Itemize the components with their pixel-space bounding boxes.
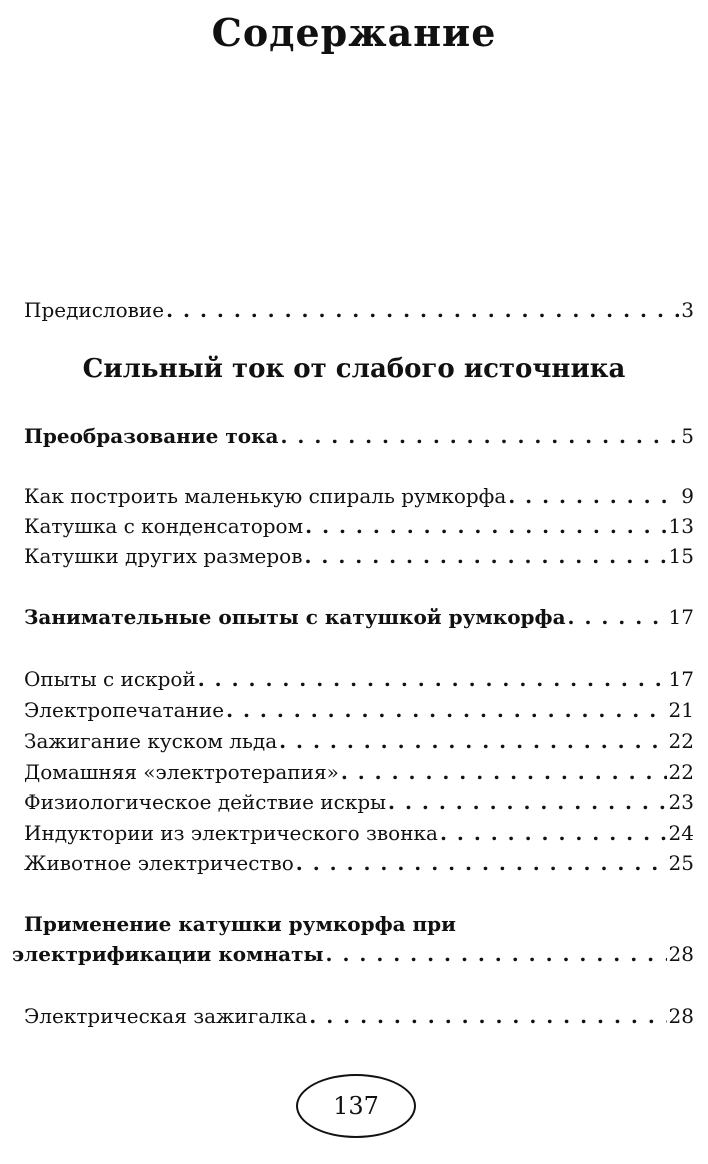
section-heading: Сильный ток от слабого источника — [82, 354, 626, 384]
dot-leader — [341, 760, 667, 784]
toc-entry-page: 28 — [668, 942, 694, 966]
toc-entry-page: 5 — [681, 424, 694, 448]
toc-entry-page: 22 — [668, 729, 694, 753]
toc-entry-label-line1: Применение катушки румкорфа при — [24, 912, 457, 936]
dot-leader — [296, 851, 667, 875]
dot-leader — [326, 942, 667, 966]
toc-entry[interactable] — [24, 760, 694, 788]
toc-entry-page: 3 — [681, 298, 694, 322]
toc-entry-page: 24 — [668, 821, 694, 845]
dot-leader — [309, 1004, 666, 1028]
toc-entry-label: Домашняя «электротерапия» — [24, 760, 339, 784]
dot-leader — [304, 544, 666, 568]
toc-entry-page: 17 — [668, 667, 694, 691]
toc-entry[interactable] — [24, 298, 694, 326]
toc-entry[interactable] — [24, 851, 694, 879]
page-number: 137 — [296, 1074, 416, 1138]
dot-leader — [305, 514, 666, 538]
toc-entry-page: 23 — [668, 790, 694, 814]
toc-entry[interactable] — [24, 1004, 694, 1032]
toc-entry-label: Катушки других размеров — [24, 544, 303, 568]
toc-entry[interactable] — [24, 698, 694, 726]
dot-leader — [388, 790, 667, 814]
toc-entry-page: 25 — [668, 851, 694, 875]
dot-leader — [166, 298, 679, 322]
toc-entry-page: 13 — [668, 514, 694, 538]
toc-entry-page: 21 — [668, 698, 694, 722]
dot-leader — [198, 667, 667, 691]
dot-leader — [279, 729, 666, 753]
toc-entry[interactable] — [24, 605, 694, 633]
toc-entry[interactable] — [24, 821, 694, 849]
toc-entry[interactable] — [24, 484, 694, 512]
toc-entry-label: Катушка с конденсатором — [24, 514, 304, 538]
dot-leader — [568, 605, 667, 629]
toc-entry[interactable] — [24, 729, 694, 757]
dot-leader — [508, 484, 679, 508]
toc-entry-page: 22 — [668, 760, 694, 784]
toc-entry[interactable] — [12, 942, 694, 970]
toc-entry-label: Как построить маленькую спираль румкорфа — [24, 484, 507, 508]
toc-entry-label: Занимательные опыты с катушкой румкорфа — [24, 605, 566, 629]
toc-entry-label: Электропечатание — [24, 698, 225, 722]
toc-entry-page: 15 — [668, 544, 694, 568]
toc-entry-label: Преобразование тока — [24, 424, 279, 448]
page-title: Содержание — [211, 10, 497, 55]
toc-entry[interactable] — [24, 790, 694, 818]
dot-leader — [440, 821, 667, 845]
toc-entry-label: Животное электричество — [24, 851, 294, 875]
toc-entry-page: 9 — [681, 484, 694, 508]
dot-leader — [280, 424, 679, 448]
toc-entry-label: электрификации комнаты — [12, 942, 324, 966]
toc-entry-label: Индуктории из электрического звонка — [24, 821, 438, 845]
toc-entry[interactable] — [24, 667, 694, 695]
toc-entry[interactable] — [24, 514, 694, 542]
toc-entry[interactable] — [24, 544, 694, 572]
toc-entry-page: 17 — [668, 605, 694, 629]
dot-leader — [226, 698, 666, 722]
toc-entry-label: Зажигание куском льда — [24, 729, 278, 753]
toc-entry-label: Опыты с искрой — [24, 667, 196, 691]
toc-entry-page: 28 — [668, 1004, 694, 1028]
toc-entry-label: Электрическая зажигалка — [24, 1004, 308, 1028]
toc-entry-label: Физиологическое действие искры — [24, 790, 387, 814]
toc-entry[interactable] — [24, 424, 694, 452]
toc-entry-label: Предисловие — [24, 298, 165, 322]
